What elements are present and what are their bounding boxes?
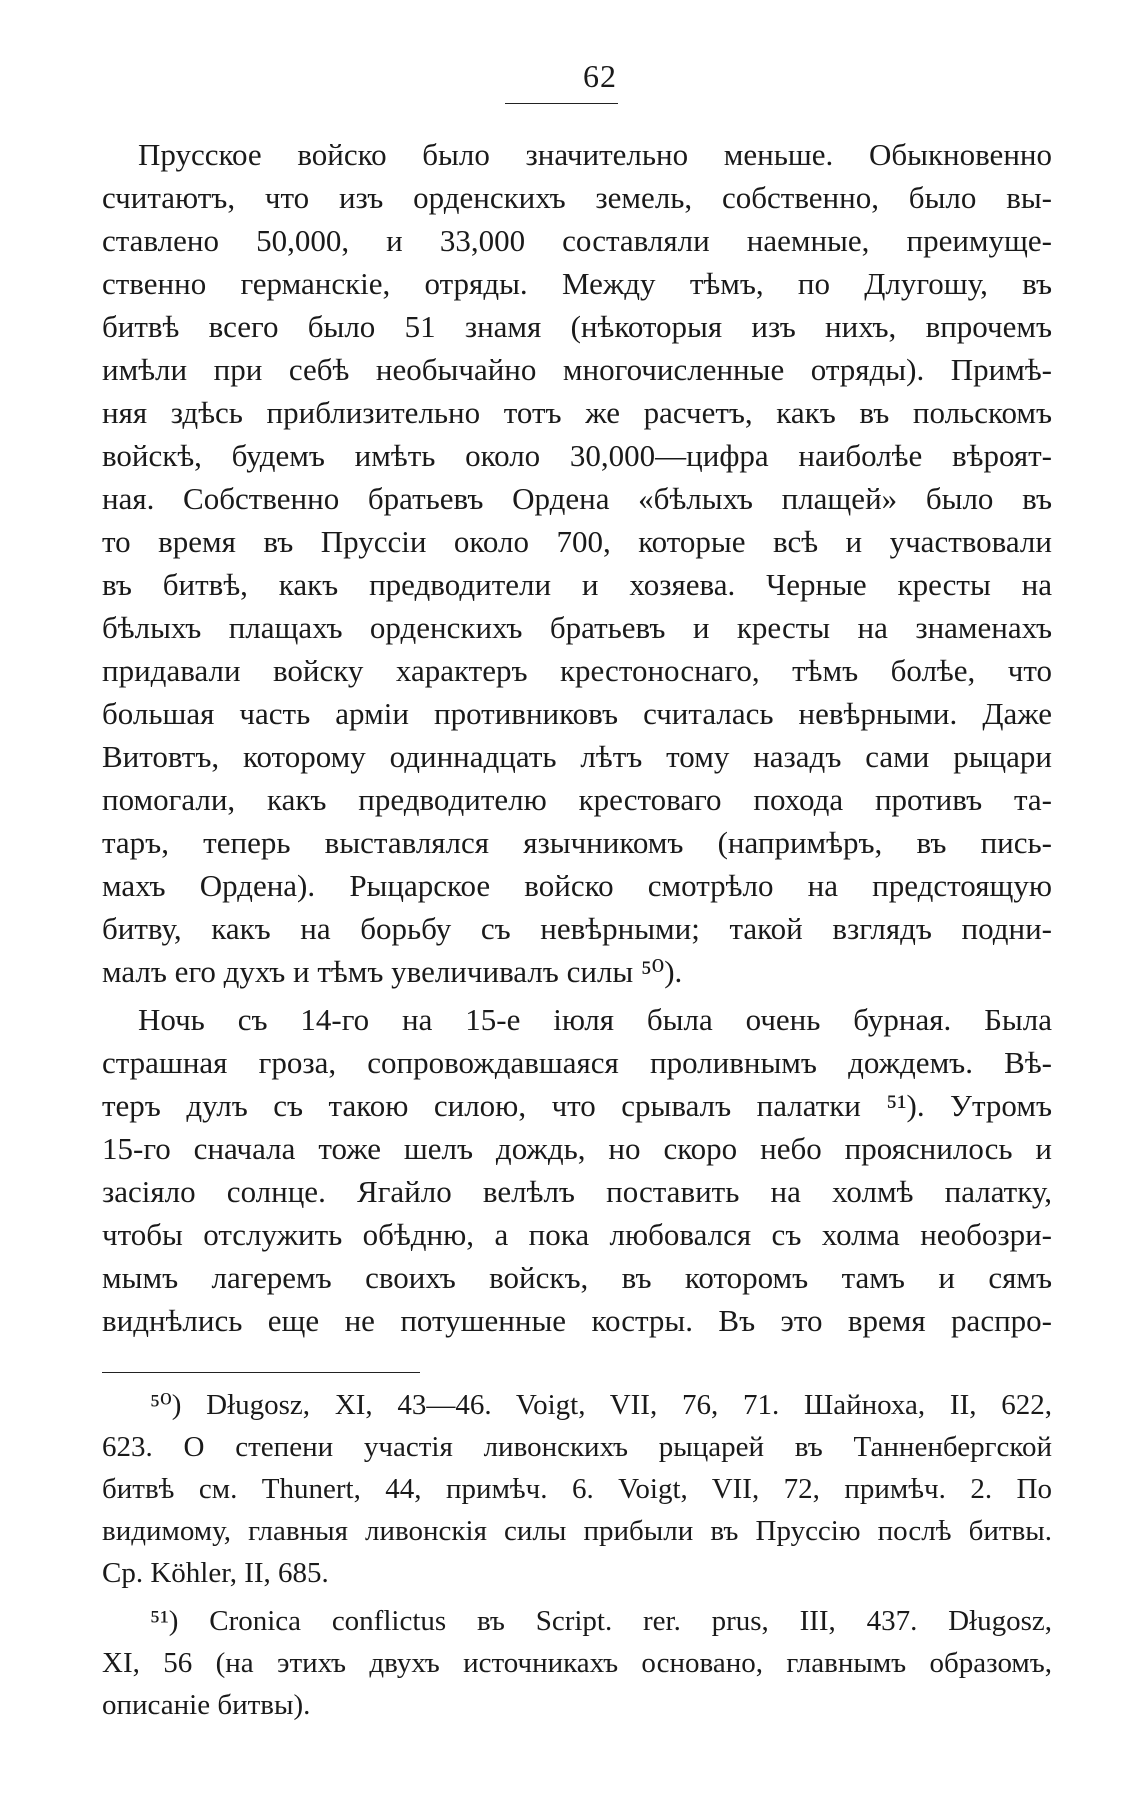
footnote-rule xyxy=(102,1372,420,1373)
text-line: ственно германскіе, отряды. Между тѣмъ, по Длугошу, въ xyxy=(102,266,1052,301)
text-line: въ битвѣ, какъ предводители и хозяева. Черные кресты на xyxy=(102,567,1052,602)
text-line: мымъ лагеремъ своихъ войскъ, въ которомъ тамъ и сямъ xyxy=(102,1260,1052,1295)
text-line: теръ дулъ съ такою силою, что срывалъ палатки ⁵¹). Утромъ xyxy=(102,1088,1052,1123)
text-line: ная. Собственно братьевъ Ордена «бѣлыхъ плащей» было въ xyxy=(102,481,1052,516)
text-line: Витовтъ, которому одиннадцать лѣтъ тому назадъ сами рыцари xyxy=(102,739,1052,774)
text-line: страшная гроза, сопровождавшаяся проливнымъ дождемъ. Вѣ- xyxy=(102,1045,1052,1080)
footnote-line: описаніе битвы). xyxy=(102,1689,311,1721)
footnote-line: ⁵⁰) Długosz, XI, 43—46. Voigt, VII, 76, 71. Шайноха, II, 622, xyxy=(150,1389,1052,1421)
text-line: большая часть арміи противниковъ считалась невѣрными. Даже xyxy=(102,696,1052,731)
text-line: Ночь съ 14-го на 15-е іюля была очень бурная. Была xyxy=(138,1002,1052,1037)
footnote-line: ⁵¹) Cronica conflictus въ Script. rer. prus, III, 437. Długosz, xyxy=(150,1605,1052,1637)
text-line: засіяло солнце. Ягайло велѣлъ поставить на холмѣ палатку, xyxy=(102,1174,1052,1209)
footnote-line: битвѣ см. Thunert, 44, примѣч. 6. Voigt, VII, 72, примѣч. 2. По xyxy=(102,1473,1052,1505)
text-line: няя здѣсь приблизительно тотъ же расчетъ, какъ въ польскомъ xyxy=(102,395,1052,430)
text-line: бѣлыхъ плащахъ орденскихъ братьевъ и кресты на знаменахъ xyxy=(102,610,1052,645)
header-rule xyxy=(505,103,618,104)
text-line: виднѣлись еще не потушенные костры. Въ это время распро- xyxy=(102,1303,1052,1338)
text-line: войскѣ, будемъ имѣть около 30,000—цифра наиболѣе вѣроят- xyxy=(102,438,1052,473)
text-line: ставлено 50,000, и 33,000 составляли наемные, преимуще- xyxy=(102,223,1052,258)
text-line: битвѣ всего было 51 знамя (нѣкоторыя изъ нихъ, впрочемъ xyxy=(102,309,1052,344)
page-number: 62 xyxy=(583,58,617,94)
text-line: придавали войску характеръ крестоноснаго, тѣмъ болѣе, что xyxy=(102,653,1052,688)
text-line: махъ Ордена). Рыцарское войско смотрѣло на предстоящую xyxy=(102,868,1052,903)
footnote-line: 623. О степени участія ливонскихъ рыцарей въ Танненбергской xyxy=(102,1431,1052,1463)
text-line: считаютъ, что изъ орденскихъ земель, собственно, было вы- xyxy=(102,180,1052,215)
text-line: таръ, теперь выставлялся язычникомъ (напримѣръ, въ пись- xyxy=(102,825,1052,860)
text-line: чтобы отслужить обѣдню, а пока любовался съ холма необозри- xyxy=(102,1217,1052,1252)
text-line: 15-го сначала тоже шелъ дождь, но скоро небо прояснилось и xyxy=(102,1131,1052,1166)
text-line: Прусское войско было значительно меньше. Обыкновенно xyxy=(138,137,1052,172)
text-line: имѣли при себѣ необычайно многочисленные отряды). Примѣ- xyxy=(102,352,1052,387)
text-line: то время въ Пруссіи около 700, которые всѣ и участвовали xyxy=(102,524,1052,559)
text-line: малъ его духъ и тѣмъ увеличивалъ силы ⁵⁰). xyxy=(102,954,683,989)
text-line: помогали, какъ предводителю крестоваго похода противъ та- xyxy=(102,782,1052,817)
text-line: битву, какъ на борьбу съ невѣрными; такой взглядъ подни- xyxy=(102,911,1052,946)
footnote-line: Ср. Köhler, II, 685. xyxy=(102,1557,329,1589)
footnote-line: XI, 56 (на этихъ двухъ источникахъ основано, главнымъ образомъ, xyxy=(102,1647,1052,1679)
footnote-line: видимому, главныя ливонскія силы прибыли въ Пруссію послѣ битвы. xyxy=(102,1515,1052,1547)
